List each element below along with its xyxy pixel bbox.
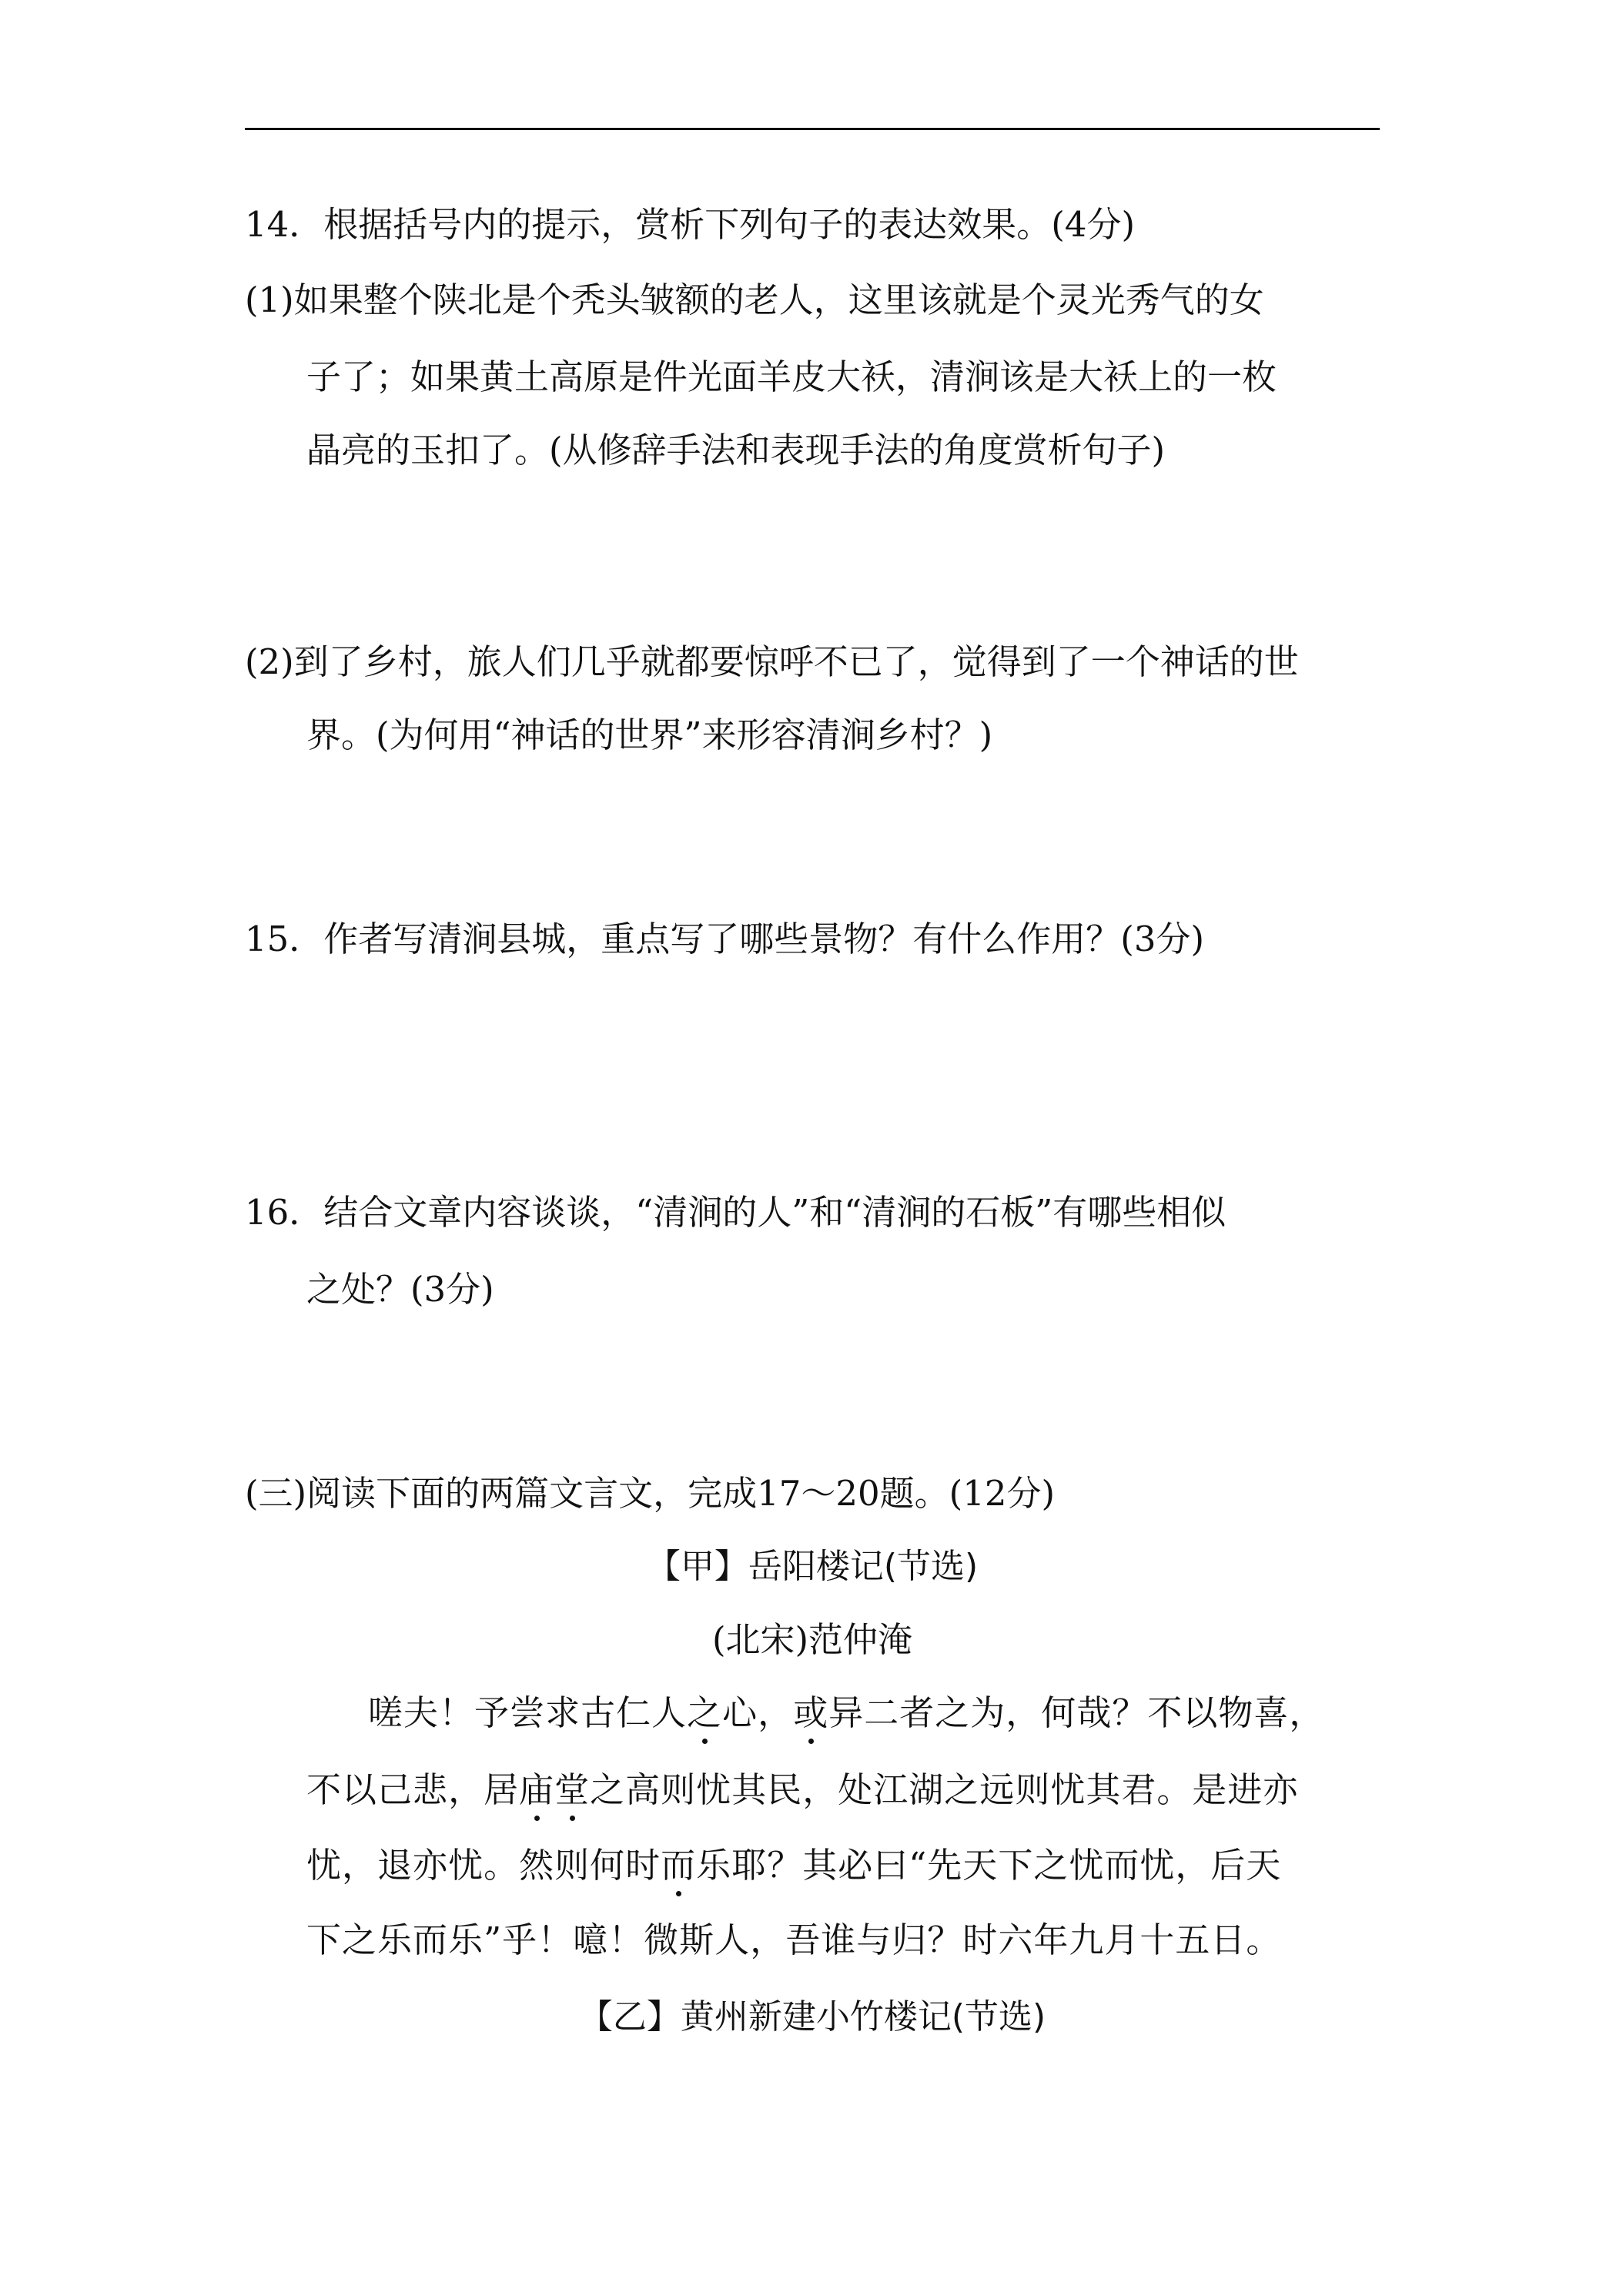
emphasis-dot-char: 之 — [687, 1690, 722, 1736]
emphasis-dot-char: 庙 — [519, 1767, 554, 1813]
passage-jia-line-4: 下之乐而乐”乎！噫！微斯人，吾谁与归？时六年九月十五日。 — [306, 1919, 1282, 1960]
section-3-intro: (三)阅读下面的两篇文言文，完成17～20题。(12分) — [245, 1473, 1056, 1514]
emphasis-dot-char: 堂 — [554, 1767, 590, 1813]
question-14-1-line-1: (1)如果整个陕北是个秃头皱额的老人，这里该就是个灵光秀气的女 — [245, 279, 1264, 320]
passage-jia-line-1: 嗟夫！予尝求古仁人之心，或异二者之为，何哉？不以物喜， — [368, 1690, 1324, 1736]
passage-jia-line-3: 忧，退亦忧。然则何时而乐耶？其必曰“先天下之忧而忧，后天 — [306, 1842, 1281, 1889]
emphasis-dot-char: 而 — [661, 1842, 696, 1889]
emphasis-dot-char: 或 — [793, 1690, 828, 1736]
question-14-1-line-2: 子了；如果黄土高原是件光面羊皮大袄，清涧该是大袄上的一枚 — [306, 356, 1277, 397]
question-14-2-line-1: (2)到了乡村，旅人们几乎就都要惊呼不已了，觉得到了一个神话的世 — [245, 641, 1299, 682]
passage-yi-title: 【乙】黄州新建小竹楼记(节选) — [578, 1997, 1046, 2037]
passage-jia-author: (北宋)范仲淹 — [711, 1619, 913, 1660]
question-14-1-line-3: 晶亮的玉扣了。(从修辞手法和表现手法的角度赏析句子) — [306, 430, 1166, 470]
passage-jia-title: 【甲】岳阳楼记(节选) — [646, 1547, 979, 1586]
question-15-stem: 15．作者写清涧县城，重点写了哪些景物？有什么作用？(3分) — [245, 919, 1205, 959]
question-14-2-line-2: 界。(为何用“神话的世界”来形容清涧乡村？) — [306, 715, 993, 755]
question-16-line-1: 16．结合文章内容谈谈，“清涧的人”和“清涧的石板”有哪些相似 — [245, 1192, 1226, 1233]
question-16-line-2: 之处？(3分) — [306, 1269, 494, 1310]
question-14-stem: 14．根据括号内的提示，赏析下列句子的表达效果。(4分) — [245, 204, 1136, 245]
passage-jia-line-2: 不以己悲，居庙堂之高则忧其民，处江湖之远则忧其君。是进亦 — [306, 1767, 1298, 1813]
header-rule — [245, 128, 1380, 130]
